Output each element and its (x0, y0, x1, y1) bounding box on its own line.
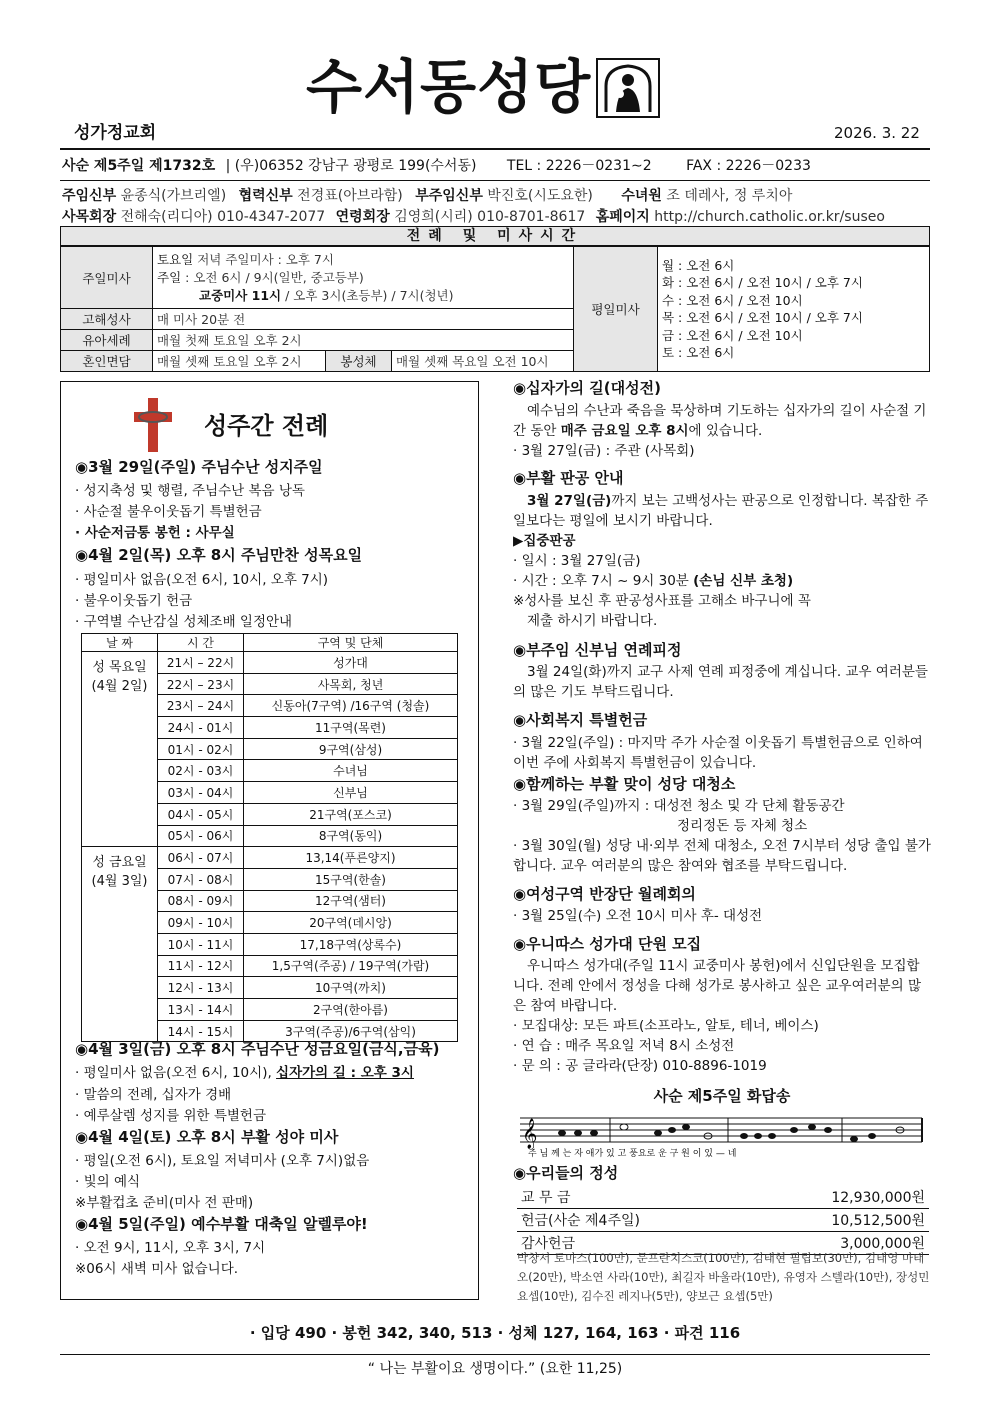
easter-sunday-heading: ◉4월 5일(주일) 예수부활 대축일 알렐루야! (75, 1215, 368, 1233)
weekday-item: 목 : 오전 6시 / 오전 10시 / 오후 7시 (662, 310, 863, 325)
vigil-group: 20구역(데시앙) (244, 912, 458, 934)
marriage-label: 혼인면담 (61, 351, 153, 372)
issue-date: 2026. 3. 22 (834, 124, 920, 142)
list-item: · 평일미사 없음(오전 6시, 10시, 오후 7시) (75, 572, 329, 588)
list-text-bold: 십자가의 길 : 오후 3시 (276, 1065, 414, 1081)
vigil-time: 01시 - 02시 (158, 738, 244, 760)
vigil-group: 8구역(동익) (244, 825, 458, 847)
anoint-value: 매월 셋째 목요일 오전 10시 (392, 351, 574, 372)
vigil-group: 2구역(한아름) (244, 999, 458, 1021)
vigil-group: 1,5구역(주공) / 19구역(가람) (244, 955, 458, 977)
notice-text: 에 있습니다. (688, 423, 763, 439)
offering-amount: 3,000,000원 (746, 1232, 929, 1255)
notice-title: ◉부주임 신부님 연례피정 (513, 641, 682, 659)
weekday-item: 화 : 오전 6시 / 오전 10시 / 오후 7시 (662, 275, 863, 290)
offering-amount: 10,512,500원 (746, 1209, 929, 1232)
vigil-time: 04시 - 05시 (158, 803, 244, 825)
main-mass: 교중미사 11시 (199, 287, 282, 303)
staff-value: 조 데레사, 정 루치아 (666, 188, 793, 204)
staff-label: 홈페이지 (595, 209, 650, 225)
address: | (우)06352 강남구 광평로 199(수서동) (225, 158, 477, 174)
offering-table (517, 1186, 929, 1255)
vigil-group: 21구역(포스코) (244, 803, 458, 825)
good-friday-heading: ◉4월 3일(금) 오후 8시 주님수난 성금요일(금식,금육) (75, 1040, 440, 1058)
divider (60, 1354, 930, 1355)
list-item: · 빛의 예식 (75, 1174, 141, 1190)
list-item: · 성지축성 및 행렬, 주님수난 복음 낭독 (75, 483, 305, 499)
offering-label: 감사헌금 (517, 1232, 746, 1255)
list-item (75, 1061, 414, 1081)
list-item: · 말씀의 전례, 십자가 경배 (75, 1087, 232, 1103)
notice-text: 까지 보는 고백성사는 판공으로 인정합니다. 복잡한 주일보다는 평일에 보시기 바랍니다. (513, 493, 929, 529)
notice-title: ◉사회복지 특별헌금 (513, 711, 648, 729)
anoint-label: 봉성체 (326, 351, 392, 372)
vigil-time: 11시 - 12시 (158, 955, 244, 977)
notice-item: · 3월 27일(금) : 주관 (사목회) (513, 443, 695, 459)
cross-icon (130, 396, 176, 454)
vigil-group: 15구역(한솔) (244, 868, 458, 890)
staff-label: 수녀원 (621, 188, 662, 204)
notice-title: ◉함께하는 부활 맞이 성당 대청소 (513, 775, 736, 793)
notice-body (513, 491, 931, 531)
list-item: · 사순절 불우이웃돕기 특별헌금 (75, 504, 262, 520)
music-score (516, 1110, 926, 1160)
notice-text-bold: 매주 금요일 오후 8시 (560, 423, 689, 439)
offering-row (517, 1209, 929, 1232)
staff-value: 김영희(시리) 010-8701-8617 (394, 209, 586, 225)
scripture-quote: “ 나는 부활이요 생명이다.” (요한 11,25) (367, 1361, 623, 1377)
vigil-time: 02시 - 03시 (158, 760, 244, 782)
offering-title: ◉우리들의 정성 (513, 1164, 619, 1182)
schedule-heading: 전례 및 미사시간 (60, 226, 930, 246)
offering-label: 교 무 금 (517, 1186, 746, 1209)
staff-label: 연령회장 (335, 209, 390, 225)
adoration-schedule-table (81, 633, 458, 1042)
offering-row (517, 1186, 929, 1209)
vigil-time: 24시 - 01시 (158, 717, 244, 739)
psalm-lyrics: 주 님 께 는 자 애가 있 고 풍요로 운 구 원 이 있 — 네 (528, 1149, 737, 1159)
notice-text: 예수님의 수난과 죽음을 묵상하며 기도하는 십자가의 길이 사순절 기간 동안 (513, 403, 927, 439)
vigil-group: 11구역(목련) (244, 717, 458, 739)
notice-item: 제출 하시기 바랍니다. (527, 613, 658, 629)
table-header: 시 간 (158, 634, 244, 652)
notice-body: 3월 24일(화)까지 교구 사제 연례 피정중에 계십니다. 교우 여러분들의 많은 기도 부탁드립니다. (513, 664, 928, 700)
sun-value: : 오전 6시 / 9시(일반, 중고등부) (185, 269, 364, 285)
weekday-mass-label: 평일미사 (574, 247, 658, 372)
palm-sunday-heading: ◉3월 29일(주일) 주님수난 성지주일 (75, 458, 323, 476)
vigil-time: 09시 - 10시 (158, 912, 244, 934)
vigil-group: 17,18구역(상록수) (244, 933, 458, 955)
fax: FAX : 2226－0233 (686, 158, 811, 174)
marriage-value: 매월 셋째 토요일 오후 2시 (153, 351, 326, 372)
sunday-mass-label: 주일미사 (61, 247, 153, 309)
holy-thursday-heading: ◉4월 2일(목) 오후 8시 주님만찬 성목요일 (75, 546, 363, 564)
vigil-time: 10시 - 11시 (158, 933, 244, 955)
list-item: ※부활컵초 준비(미사 전 판매) (75, 1195, 254, 1211)
list-text: · 평일미사 없음(오전 6시, 10시), (75, 1065, 277, 1081)
notice-item: · 3월 25일(수) 오전 10시 미사 후- 대성전 (513, 908, 763, 924)
notice-text-bold: (손님 신부 초청) (693, 573, 794, 589)
sacrament-stats: · 입당 490 · 봉헌 342, 340, 513 · 성체 127, 164, 163 · 파견 116 (249, 1324, 741, 1342)
notice-item: 정리정돈 등 자체 청소 (677, 818, 808, 834)
staff-value: 전경표(아브라함) (297, 188, 403, 204)
staff-label: 사목회장 (62, 209, 117, 225)
vigil-group: 사목회, 청년 (244, 673, 458, 695)
vigil-time: 21시 – 22시 (158, 652, 244, 674)
notice-body: · 3월 22일(주일) : 마지막 주가 사순절 이웃돕기 특별헌금으로 인하여 이번 주에 사회복지 특별헌금이 있습니다. (513, 735, 923, 771)
mass-schedule-table (60, 246, 930, 372)
weekday-item: 금 : 오전 6시 / 오전 10시 (662, 327, 803, 343)
staff-value: 박진호(시도요한) (487, 188, 593, 204)
vigil-time: 13시 - 14시 (158, 999, 244, 1021)
notice-item: · 일시 : 3월 27일(금) (513, 553, 641, 569)
staff-label: 부주임신부 (415, 188, 483, 204)
vigil-time: 07시 - 08시 (158, 868, 244, 890)
svg-text:𝄞: 𝄞 (522, 1119, 538, 1149)
vigil-group: 성가대 (244, 652, 458, 674)
baptism-label: 유아세례 (61, 330, 153, 351)
list-item: · 오전 9시, 11시, 오후 3시, 7시 (75, 1240, 266, 1256)
divider (60, 148, 930, 150)
notice-title: ◉부활 판공 안내 (513, 469, 624, 487)
vigil-group: 13,14(푸른양지) (244, 847, 458, 869)
weekday-item: 토 : 오전 6시 (662, 345, 735, 360)
vigil-time: 12시 - 13시 (158, 977, 244, 999)
staff-value: 윤종식(가브리엘) (120, 188, 227, 204)
vigil-time: 06시 - 07시 (158, 847, 244, 869)
staff-label: 협력신부 (238, 188, 293, 204)
divider (60, 180, 930, 181)
list-item: · 예루살렘 성지를 위한 특별헌금 (75, 1108, 266, 1124)
confession-label: 고해성사 (61, 309, 153, 330)
vigil-time: 23시 – 24시 (158, 695, 244, 717)
list-item: · 불우이웃돕기 헌금 (75, 593, 193, 609)
holy-family-logo-icon (596, 58, 660, 118)
offering-label: 헌금(사순 제4주일) (517, 1209, 746, 1232)
vigil-time: 05시 - 06시 (158, 825, 244, 847)
notice-item: · 모집대상: 모든 파트(소프라노, 알토, 테너, 베이스) (513, 1018, 819, 1034)
sun-label: 주일 (157, 269, 182, 285)
psalm-title: 사순 제5주일 화답송 (653, 1087, 791, 1105)
staff-line-2 (62, 206, 885, 226)
staff-line-1 (62, 185, 792, 205)
vigil-time: 22시 – 23시 (158, 673, 244, 695)
notice-title: ◉십자가의 길(대성전) (513, 379, 661, 397)
weekday-item: 월 : 오전 6시 (662, 257, 735, 273)
list-item: ※06시 새벽 미사 없습니다. (75, 1261, 239, 1277)
list-item: · 사순저금통 봉헌 : 사무실 (75, 525, 235, 541)
staff-value: 전해숙(리디아) 010-4347-2077 (120, 209, 326, 225)
issue-info-line (62, 155, 811, 175)
issue-number: 사순 제5주일 제1732호 (62, 158, 216, 174)
table-header: 구역 및 단체 (244, 634, 458, 652)
page-title: 수서동성당 (306, 53, 592, 121)
notice-text-bold: 3월 27일(금) (527, 493, 612, 509)
telephone: TEL : 2226－0231∼2 (506, 158, 652, 174)
vigil-time: 08시 - 09시 (158, 890, 244, 912)
vigil-time: 14시 - 15시 (158, 1020, 244, 1042)
notice-item: · 3월 29일(주일)까지 : 대성전 청소 및 각 단체 활동공간 (513, 798, 845, 814)
notice-body: 우니따스 성가대(주일 11시 교중미사 봉헌)에서 신입단원을 모집합니다. 전례 안에서 정성을 다해 성가로 봉사하고 싶은 교우여러분의 많은 참여 바랍니다. (513, 958, 922, 1014)
notice-item: · 문 의 : 공 글라라(단장) 010-8896-1019 (513, 1058, 767, 1074)
staff-label: 주임신부 (62, 188, 117, 204)
notice-item: · 연 습 : 매주 목요일 저녁 8시 소성전 (513, 1038, 735, 1054)
offering-amount: 12,930,000원 (746, 1186, 929, 1209)
vigil-group: 3구역(주공)/6구역(삼익) (244, 1020, 458, 1042)
table-row (82, 847, 458, 869)
list-item: · 평일(오전 6시), 토요일 저녁미사 (오후 7시)없음 (75, 1153, 370, 1169)
weekday-mass-times (658, 247, 930, 372)
notice-subheading: ▶집중판공 (513, 533, 576, 549)
vigil-group: 9구역(삼성) (244, 738, 458, 760)
notice-body (513, 401, 931, 441)
holy-week-title: 성주간 전례 (204, 412, 329, 440)
notice-body: · 3월 30일(월) 성당 내·외부 전체 대청소, 오전 7시부터 성당 출입 불가 합니다. 교우 여러분의 많은 참여와 협조를 부탁드립니다. (513, 838, 931, 874)
list-item: · 구역별 수난감실 성체조배 일정안내 (75, 614, 293, 630)
confession-value: 매 미사 20분 전 (153, 309, 574, 330)
table-row (82, 652, 458, 674)
vigil-group: 10구역(까치) (244, 977, 458, 999)
vigil-group: 신동아(7구역) /16구역 (청솔) (244, 695, 458, 717)
sun-rest: / 오후 3시(초등부) / 7시(청년) (285, 287, 454, 303)
vigil-day: 성 금요일 (4월 3일) (82, 847, 158, 1042)
easter-vigil-heading: ◉4월 4일(토) 오후 8시 부활 성야 미사 (75, 1128, 339, 1146)
notice-item (513, 571, 793, 591)
donor-list: 박창서 토마스(100만), 문프란치스코(100만), 김태현 필립보(30만), 김태영 마태오(20만), 박소연 사라(10만), 최길자 바울라(10만), 유영자 스텔라(10만), 장성민 요셉(10만), 김수진 레지나(5만), 양보근 요셉(5만) (517, 1251, 930, 1303)
notice-title: ◉우니따스 성가대 단원 모집 (513, 935, 702, 953)
vigil-group: 12구역(샘터) (244, 890, 458, 912)
sat-value: 저녁 주일미사 : 오후 7시 (197, 251, 334, 267)
sat-label: 토요일 (157, 251, 194, 267)
notice-text: · 시간 : 오후 7시 ~ 9시 30분 (513, 573, 689, 589)
vigil-day: 성 목요일 (4월 2일) (82, 652, 158, 847)
notice-title: ◉여성구역 반장단 월례회의 (513, 885, 696, 903)
baptism-value: 매월 첫째 토요일 오후 2시 (153, 330, 574, 351)
weekday-item: 수 : 오전 6시 / 오전 10시 (662, 292, 803, 308)
vigil-group: 신부님 (244, 782, 458, 804)
church-subtitle: 성가정교회 (74, 123, 157, 143)
sunday-mass-times (153, 247, 574, 309)
homepage-link[interactable]: http://church.catholic.or.kr/suseo (654, 209, 885, 225)
notice-item: ※성사를 보신 후 판공성사표를 고해소 바구니에 꼭 (513, 593, 811, 609)
vigil-group: 수녀님 (244, 760, 458, 782)
table-header: 날 짜 (82, 634, 158, 652)
vigil-time: 03시 - 04시 (158, 782, 244, 804)
